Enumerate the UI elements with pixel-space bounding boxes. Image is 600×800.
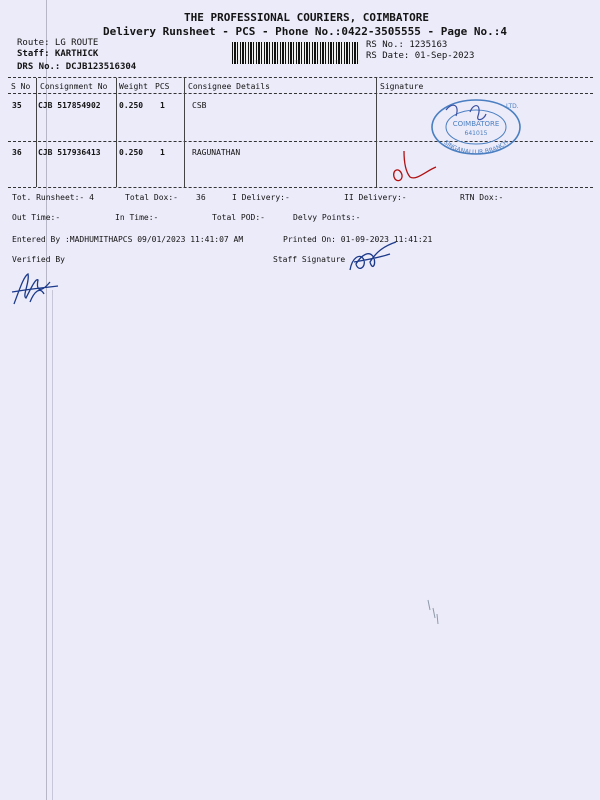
scan-margin-line-2: [52, 290, 53, 800]
table-row-pcs: 1: [160, 148, 165, 157]
total-pod: Total POD:-: [212, 213, 265, 222]
table-row-sno: 35: [12, 101, 22, 110]
rtn-dox: RTN Dox:-: [460, 193, 504, 202]
printed-on: Printed On: 01-09-2023 11:41:21: [283, 235, 433, 244]
total-dox-value: 36: [196, 193, 206, 202]
header-signature: Signature: [380, 82, 424, 91]
rs-number: RS No.: 1235163: [366, 40, 448, 50]
header-pcs: PCS: [155, 82, 170, 91]
header-weight: Weight: [119, 82, 148, 91]
company-title: THE PROFESSIONAL COURIERS, COIMBATORE: [184, 11, 430, 24]
table-row-consignee: RAGUNATHAN: [192, 148, 241, 157]
col-divider: [116, 78, 117, 187]
col-divider: [184, 78, 185, 187]
table-row-consignment: CJB 517854902: [38, 101, 101, 110]
col-divider: [36, 78, 37, 187]
verified-by: Verified By: [12, 255, 65, 264]
table-bottom-rule: [8, 187, 593, 188]
table-row-consignment: CJB 517936413: [38, 148, 101, 157]
table-row-pcs: 1: [160, 101, 165, 110]
table-row-consignee: CSB: [192, 101, 207, 110]
out-time: Out Time:-: [12, 213, 61, 222]
in-time: In Time:-: [115, 213, 159, 222]
scan-margin-line: [46, 0, 47, 800]
tot-runsheet: Tot. Runsheet:- 4: [12, 193, 94, 202]
stamp-city: COIMBATORE: [452, 120, 500, 128]
table-row-sno: 36: [12, 148, 22, 157]
staff-label: Staff: KARTHICK: [17, 49, 99, 59]
table-header-rule: [8, 93, 593, 94]
scan-speck: [424, 598, 442, 626]
header-consignment: Consignment No: [40, 82, 108, 91]
route-label: Route: LG ROUTE: [17, 38, 99, 48]
stamp-pin: 641015: [464, 130, 488, 137]
verifier-signature: [10, 268, 62, 310]
table-row-weight: 0.250: [119, 101, 144, 110]
delvy-points: Delvy Points:-: [293, 213, 361, 222]
table-top-rule: [8, 77, 593, 78]
table-row-weight: 0.250: [119, 148, 144, 157]
ii-delivery: II Delivery:-: [344, 193, 407, 202]
col-divider: [376, 78, 377, 187]
red-handwritten-mark: [390, 147, 442, 187]
stamp-branch: SINGANALLUR BRANCH: [442, 138, 510, 157]
barcode: [232, 42, 360, 64]
total-dox-label: Total Dox:-: [125, 193, 178, 202]
staff-signature: [344, 240, 400, 276]
header-consignee: Consignee Details: [188, 82, 270, 91]
drs-number: DRS No.: DCJB123516304: [17, 62, 137, 72]
staff-signature-label: Staff Signature: [273, 255, 346, 264]
rs-date: RS Date: 01-Sep-2023: [366, 51, 475, 61]
header-sno: S No: [11, 82, 31, 91]
runsheet-subtitle: Delivery Runsheet - PCS - Phone No.:0422-3505555 - Page No.:4: [103, 25, 507, 38]
entered-by: Entered By :MADHUMITHAPCS 09/01/2023 11:41:07 AM: [12, 235, 244, 244]
i-delivery: I Delivery:-: [232, 193, 290, 202]
stamp-ltd: LTD.: [506, 103, 519, 110]
